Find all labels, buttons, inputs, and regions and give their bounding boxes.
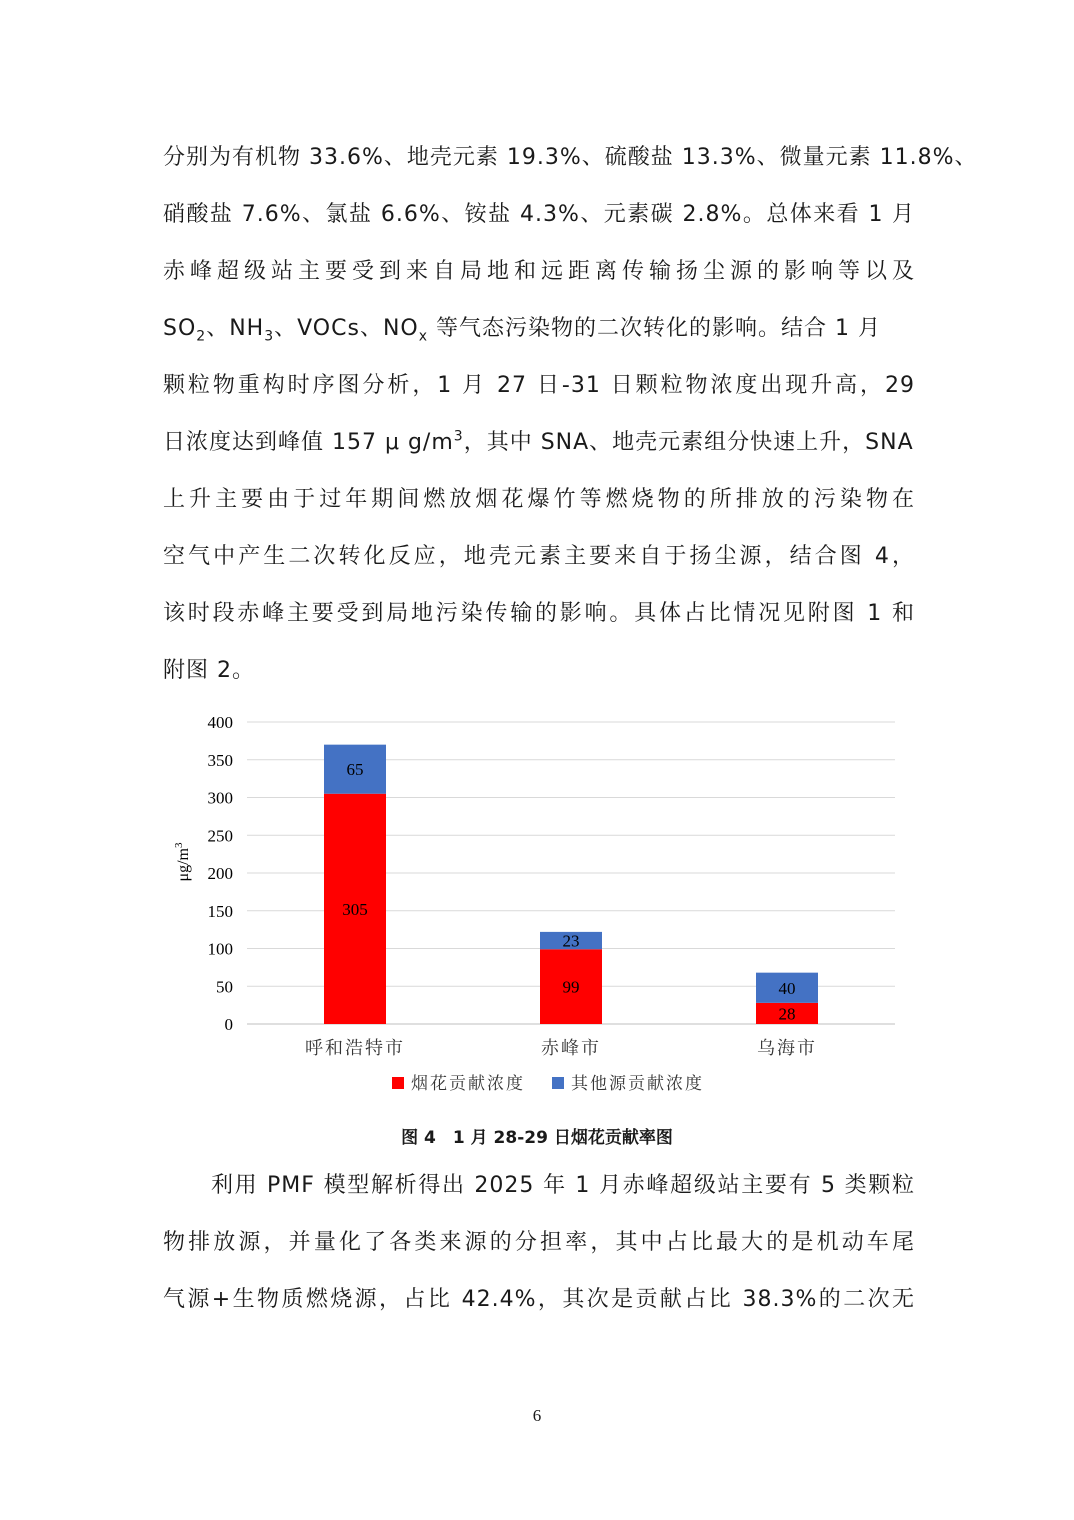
legend-swatch — [552, 1077, 564, 1089]
data-label: 65 — [346, 760, 364, 780]
text-line: 利用 PMF 模型解析得出 2025 年 1 月赤峰超级站主要有 5 类颗粒 — [211, 1173, 915, 1198]
y-tick-label: 200 — [207, 864, 233, 883]
text-line: 附图 2。 — [163, 658, 255, 683]
y-tick-label: 0 — [224, 1015, 233, 1034]
x-tick-label: 乌海市 — [757, 1038, 817, 1059]
x-axis-labels — [305, 1038, 817, 1059]
text-line: 硝酸盐 7.6%、氯盐 6.6%、铵盐 4.3%、元素碳 2.8%。总体来看 1 月 — [163, 202, 915, 227]
data-label: 40 — [778, 978, 796, 998]
text-line: 颗粒物重构时序图分析，1 月 27 日-31 日颗粒物浓度出现升高，29 — [163, 373, 915, 398]
text-line: 分别为有机物 33.6%、地壳元素 19.3%、硫酸盐 13.3%、微量元素 11.8%、 — [163, 145, 978, 170]
peak-rest-text: ，其中 SNA、地壳元素组分快速上升，SNA — [463, 430, 914, 455]
y-tick-label: 400 — [207, 713, 233, 732]
text-line: 该时段赤峰主要受到局地污染传输的影响。具体占比情况见附图 1 和 — [163, 601, 915, 626]
nh3-subscript: 3 — [264, 328, 275, 345]
y-tick-label: 150 — [207, 901, 233, 921]
x-tick-label: 赤峰市 — [541, 1038, 601, 1059]
legend-swatch — [392, 1077, 404, 1089]
line-rest-text: 等气态污染物的二次转化的影响。结合 1 月 — [428, 316, 881, 341]
nox-subscript: x — [418, 328, 429, 345]
y-tick-label: 300 — [207, 788, 233, 808]
figure-caption: 图 4 1 月 28-29 日烟花贡献率图 — [401, 1128, 673, 1148]
nh3-text: 、NH — [206, 316, 265, 341]
y-axis-label: $\mu g/m^3$ — [173, 842, 192, 882]
text-line: 上升主要由于过年期间燃放烟花爆竹等燃烧物的所排放的污染物在 — [163, 487, 915, 512]
legend-label: 烟花贡献浓度 — [411, 1074, 525, 1094]
unit-superscript: 3 — [453, 428, 464, 445]
legend-label: 其他源贡献浓度 — [571, 1074, 704, 1094]
chart-legend — [392, 1073, 704, 1094]
page-number: 6 — [532, 1406, 542, 1425]
text-line: 空气中产生二次转化反应，地壳元素主要来自于扬尘源，结合图 4， — [163, 544, 915, 569]
text-line: 物排放源，并量化了各类来源的分担率，其中占比最大的是机动车尾 — [163, 1230, 915, 1255]
nox-text: 、VOCs、NO — [274, 316, 419, 341]
data-label: 28 — [778, 1004, 796, 1024]
text-line-peak — [163, 425, 915, 461]
y-tick-label: 100 — [207, 939, 233, 959]
x-tick-label: 呼和浩特市 — [305, 1038, 405, 1059]
y-tick-label: 50 — [216, 977, 233, 997]
data-label: 99 — [562, 977, 580, 997]
peak-text: 日浓度达到峰值 157 μ g/m — [163, 430, 454, 455]
data-label: 305 — [342, 899, 368, 919]
so2-text: SO — [163, 316, 197, 341]
stacked-bar-chart — [160, 700, 920, 1110]
y-tick-label: 350 — [207, 750, 233, 770]
y-axis-ticks — [208, 713, 234, 1034]
text-line-pollutants — [163, 311, 915, 347]
text-line: 赤峰超级站主要受到来自局地和远距离传输扬尘源的影响等以及 — [163, 259, 915, 284]
text-line: 气源+生物质燃烧源，占比 42.4%，其次是贡献占比 38.3%的二次无 — [163, 1287, 915, 1312]
data-label: 23 — [562, 931, 580, 951]
y-tick-label: 250 — [207, 826, 233, 846]
chart-bars — [324, 745, 818, 1024]
so2-subscript: 2 — [196, 328, 207, 345]
